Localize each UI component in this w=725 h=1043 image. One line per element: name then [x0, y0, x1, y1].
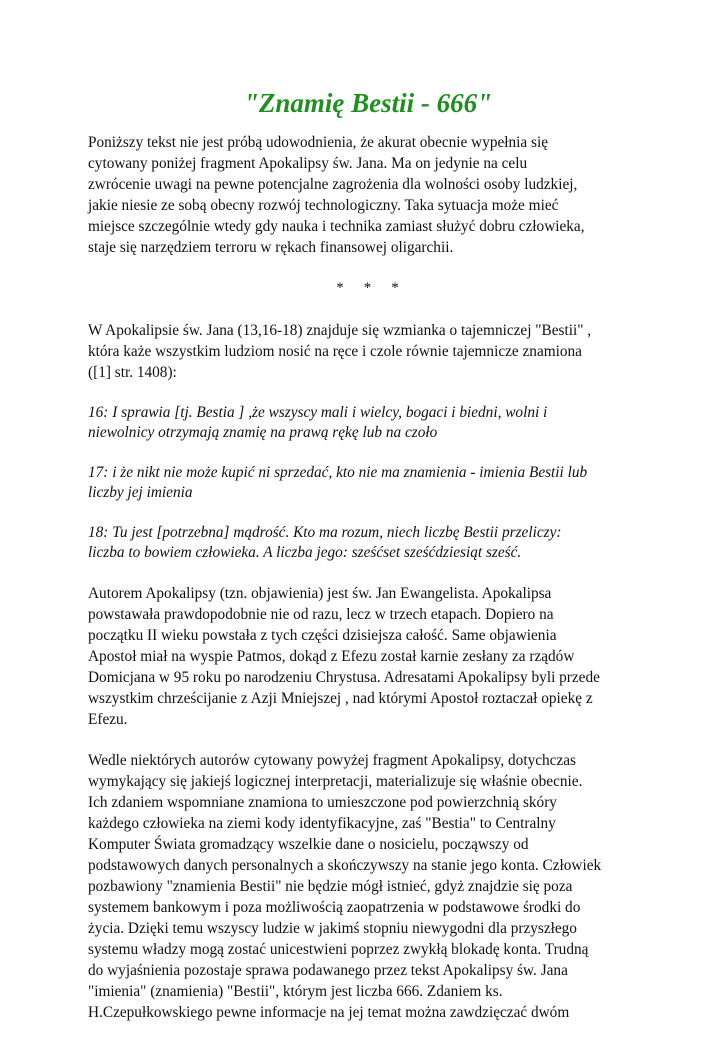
document-page — [88, 86, 648, 1043]
interpretation-paragraph — [88, 750, 648, 1023]
verse-line: liczba to bowiem człowieka. A liczba jego: sześćset sześćdziesiąt sześć. — [88, 544, 522, 561]
text-line: W Apokalipsie św. Jana (13,16-18) znajduje się wzmianka o tajemniczej "Bestii" , — [88, 322, 592, 339]
text-line: Wedle niektórych autorów cytowany powyżej fragment Apokalipsy, dotychczas — [88, 752, 576, 769]
text-line: która każe wszystkim ludziom nosić na ręce i czole równie tajemnicze znamiona — [88, 343, 582, 360]
text-line: "imienia" (znamienia) "Bestii", którym jest liczba 666. Zdaniem ks. — [88, 983, 503, 1000]
text-line: zwrócenie uwagi na pewne potencjalne zagrożenia dla wolności osoby ludzkiej, — [88, 176, 578, 193]
text-line: jakie niesie ze sobą obecny rozwój technologiczny. Taka sytuacja może mieć — [88, 197, 559, 214]
text-line: Ich zdaniem wspomniane znamiona to umieszczone pod powierzchnią skóry — [88, 794, 557, 811]
verse-line: niewolnicy otrzymają znamię na prawą rękę lub na czoło — [88, 424, 438, 441]
text-line: początku II wieku powstała z tych części dzisiejsza całość. Same objawienia — [88, 627, 557, 644]
text-line: H.Czepułkowskiego pewne informacje na jej temat można zawdzięczać dwóm — [88, 1004, 570, 1021]
text-line: ([1] str. 1408): — [88, 364, 177, 381]
text-line: Apostoł miał na wyspie Patmos, dokąd z Efezu został karnie zesłany za rządów — [88, 648, 575, 665]
text-line: cytowany poniżej fragment Apokalipsy św. Jana. Ma on jedynie na celu — [88, 155, 528, 172]
verse-17 — [88, 463, 648, 503]
text-line: wymykający się jakiejś logicznej interpretacji, materializuje się właśnie obecnie. — [88, 773, 583, 790]
text-line: systemem bankowym i poza możliwością zaopatrzenia w podstawowe środki do — [88, 899, 581, 916]
verse-line: liczby jej imienia — [88, 484, 193, 501]
text-line: podstawowych danych personalnych a skończywszy na stanie jego konta. Człowiek — [88, 857, 602, 874]
document-title: "Znamię Bestii - 666" — [243, 88, 493, 118]
verse-line: 16: I sprawia [tj. Bestia ] ,że wszyscy mali i wielcy, bogaci i biedni, wolni i — [88, 404, 548, 421]
text-line: systemu władzy mogą zostać unicestwieni poprzez zwykłą blokadę konta. Trudną — [88, 941, 589, 958]
text-line: Domicjana w 95 roku po narodzeniu Chrystusa. Adresatami Apokalipsy byli przede — [88, 669, 600, 686]
authorship-paragraph — [88, 583, 648, 730]
text-line: Autorem Apokalipsy (tzn. objawienia) jest św. Jan Ewangelista. Apokalipsa — [88, 585, 552, 602]
intro-paragraph — [88, 132, 648, 258]
text-line: życia. Dzięki temu wszyscy ludzie w jakimś stopniu niewygodni dla przyszłego — [88, 920, 577, 937]
text-line: pozbawiony "znamienia Bestii" nie będzie mógł istnieć, gdyż znajdzie się poza — [88, 878, 573, 895]
verse-line: 18: Tu jest [potrzebna] mądrość. Kto ma rozum, niech liczbę Bestii przeliczy: — [88, 524, 562, 541]
text-line: Efezu. — [88, 711, 128, 728]
verse-line: 17: i że nikt nie może kupić ni sprzedać, kto nie ma znamienia - imienia Bestii lub — [88, 464, 588, 481]
text-line: do wyjaśnienia pozostaje sprawa podawanego przez tekst Apokalipsy św. Jana — [88, 962, 568, 979]
verse-18 — [88, 523, 648, 563]
verse-16 — [88, 403, 648, 443]
text-line: Komputer Świata gromadzący wszelkie dane o nosicielu, począwszy od — [88, 836, 529, 853]
text-line: każdego człowieka na ziemi kody identyfikacyjne, zaś "Bestia" to Centralny — [88, 815, 556, 832]
apocalypse-mention-paragraph — [88, 320, 648, 383]
text-line: wszystkim chrześcijanie z Azji Mniejszej , nad którymi Apostoł roztaczał opiekę z — [88, 690, 593, 707]
section-separator: * * * — [336, 280, 400, 296]
text-line: staje się narzędziem terroru w rękach finansowej oligarchii. — [88, 239, 454, 256]
text-line: Poniższy tekst nie jest próbą udowodnienia, że akurat obecnie wypełnia się — [88, 134, 549, 151]
text-line: powstawała prawdopodobnie nie od razu, lecz w trzech etapach. Dopiero na — [88, 606, 554, 623]
text-line: miejsce szczególnie wtedy gdy nauka i technika zamiast służyć dobru człowieka, — [88, 218, 585, 235]
